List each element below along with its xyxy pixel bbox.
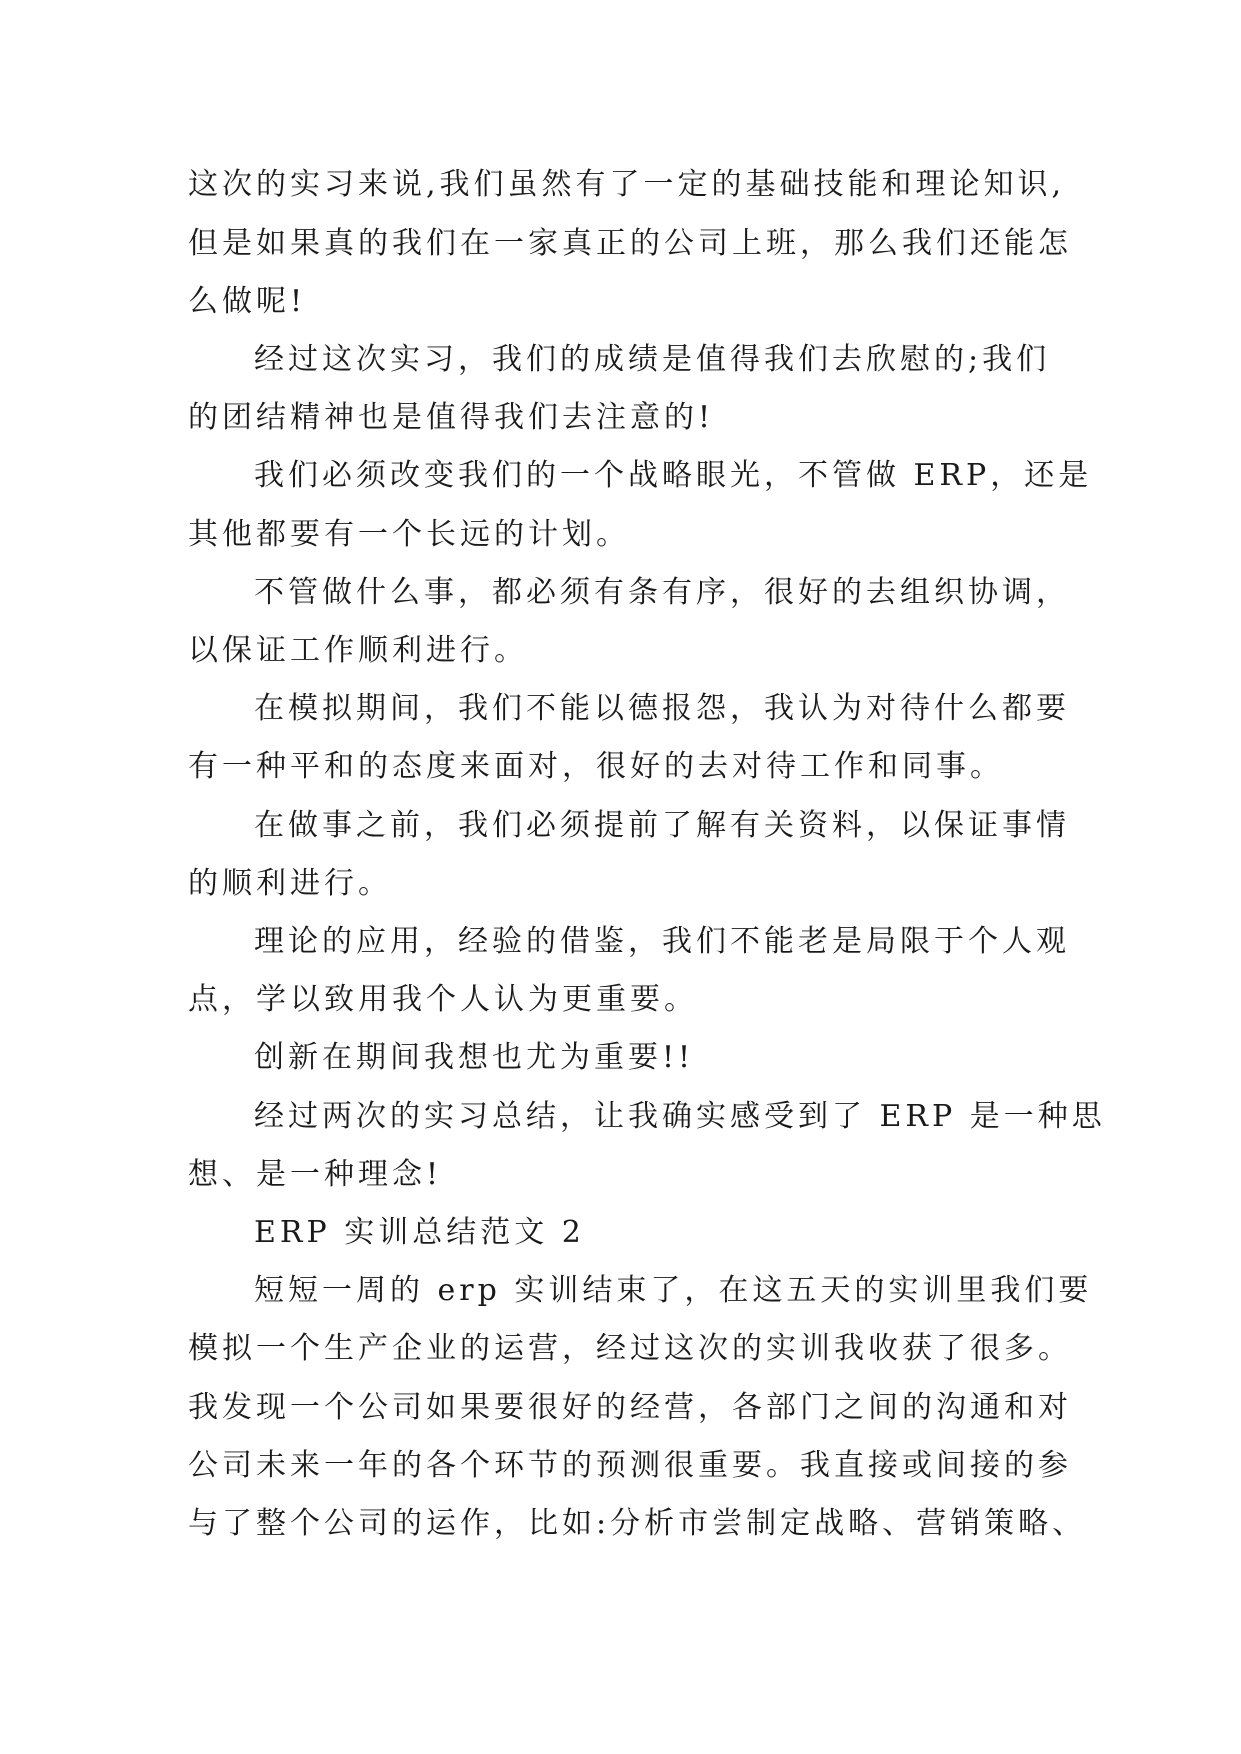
paragraph-first-line: 理论的应用，经验的借鉴，我们不能老是局限于个人观 — [254, 924, 1070, 959]
paragraph-first-line: 短短一周的 erp 实训结束了，在这五天的实训里我们要 — [254, 1273, 1093, 1308]
paragraph-first-line: 在做事之前，我们必须提前了解有关资料，以保证事情 — [254, 808, 1070, 843]
paragraph-first-line: 我们必须改变我们的一个战略眼光，不管做 ERP，还是 — [254, 458, 1093, 493]
paragraph-first-line: 创新在期间我想也尤为重要!! — [254, 1040, 695, 1075]
section-heading: ERP 实训总结范文 2 — [254, 1215, 585, 1250]
paragraph-first-line: 不管做什么事，都必须有条有序，很好的去组织协调， — [254, 575, 1070, 610]
text-line: 其他都要有一个长远的计划。 — [188, 517, 630, 552]
text-line: 点，学以致用我个人认为更重要。 — [188, 982, 698, 1017]
text-line: 有一种平和的态度来面对，很好的去对待工作和同事。 — [188, 749, 1004, 784]
paragraph-first-line: 经过两次的实习总结，让我确实感受到了 ERP 是一种思 — [254, 1099, 1106, 1134]
text-line: 这次的实习来说,我们虽然有了一定的基础技能和理论知识, — [188, 167, 1066, 202]
text-line: 想、是一种理念! — [188, 1157, 443, 1192]
paragraph-first-line: 在模拟期间，我们不能以德报怨，我认为对待什么都要 — [254, 691, 1070, 726]
text-line: 我发现一个公司如果要很好的经营，各部门之间的沟通和对 — [188, 1390, 1072, 1425]
paragraph-first-line: 经过这次实习，我们的成绩是值得我们去欣慰的;我们 — [254, 342, 1051, 377]
text-line: 的顺利进行。 — [188, 866, 392, 901]
text-line: 与了整个公司的运作，比如:分析市尝制定战略、营销策略、 — [188, 1506, 1087, 1541]
text-line: 的团结精神也是值得我们去注意的! — [188, 400, 715, 435]
text-line: 但是如果真的我们在一家真正的公司上班，那么我们还能怎 — [188, 226, 1072, 261]
text-line: 么做呢! — [188, 284, 307, 319]
text-line: 模拟一个生产企业的运营，经过这次的实训我收获了很多。 — [188, 1331, 1072, 1366]
text-line: 以保证工作顺利进行。 — [188, 633, 528, 668]
text-line: 公司未来一年的各个环节的预测很重要。我直接或间接的参 — [188, 1448, 1072, 1483]
